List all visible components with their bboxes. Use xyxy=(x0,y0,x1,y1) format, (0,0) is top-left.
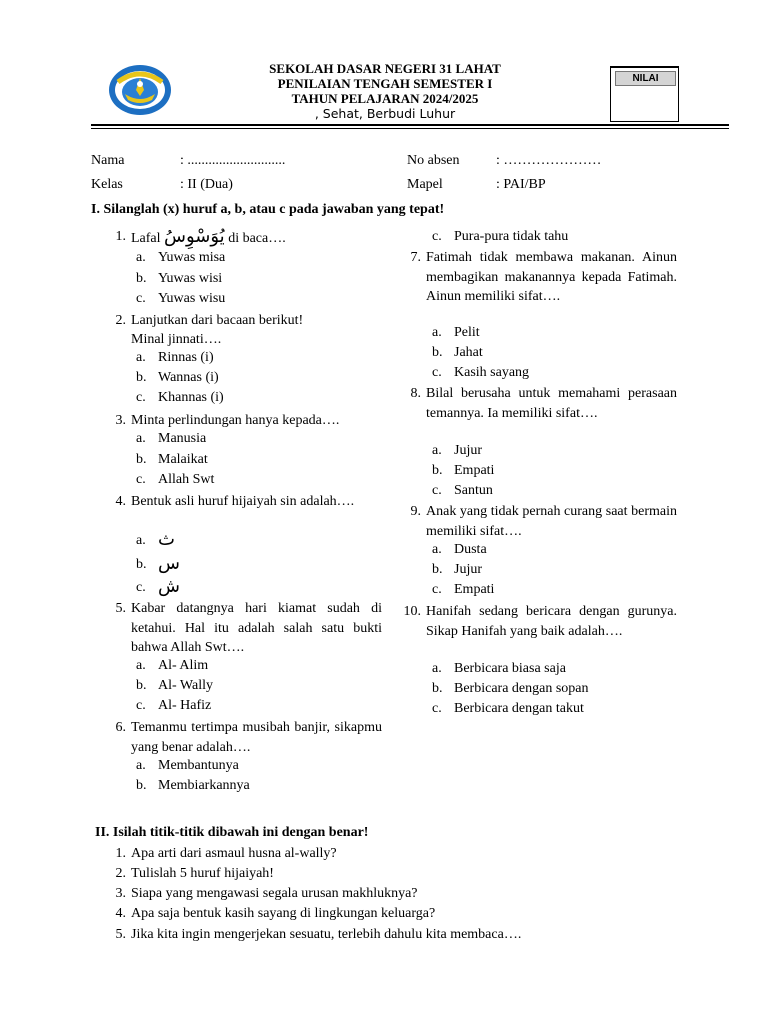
option-text: Yuwas wisu xyxy=(158,291,226,306)
absen-field[interactable]: : ………………… xyxy=(496,153,602,168)
question-text: Hanifah sedang bericara dengan gurunya. Sikap Hanifah yang baik adalah…. xyxy=(426,604,677,639)
school-name: SEKOLAH DASAR NEGERI 31 LAHAT xyxy=(269,61,501,76)
option-letter: a. xyxy=(136,658,146,673)
class-value: : II (Dua) xyxy=(180,177,233,192)
option-letter: c. xyxy=(432,229,442,244)
section-1-title: I. Silanglah (x) huruf a, b, atau c pada jawaban yang tepat! xyxy=(91,202,445,217)
option-letter: c. xyxy=(432,483,442,498)
essay-text: Siapa yang mengawasi segala urusan makhluknya? xyxy=(131,886,418,901)
option-text: Manusia xyxy=(158,431,207,446)
question-text: Temanmu tertimpa musibah banjir, sikapmu yang benar adalah…. xyxy=(131,720,382,755)
question-text: Kabar datangnya hari kiamat sudah di ketahui. Hal itu adalah salah satu bukti bahwa Allah Swt…. xyxy=(131,601,382,655)
option-letter: a. xyxy=(432,325,442,340)
option-text: Santun xyxy=(454,483,493,498)
option-letter: c. xyxy=(432,365,442,380)
essay-number: 3. xyxy=(115,886,126,901)
option-text: Yuwas misa xyxy=(158,250,226,265)
option-letter: c. xyxy=(136,390,146,405)
essay-text: Tulislah 5 huruf hijaiyah! xyxy=(131,866,274,881)
option-text: Jujur xyxy=(454,443,482,458)
question-text: Fatimah tidak membawa makanan. Ainun membagikan makanannya kepada Fatimah. Ainun memiliki sifat…. xyxy=(426,250,677,304)
option-letter: c. xyxy=(432,582,442,597)
option-letter: a. xyxy=(136,431,146,446)
school-motto: , Sehat, Berbudi Luhur xyxy=(314,106,456,121)
option-letter: b. xyxy=(432,562,443,577)
option-text: Empati xyxy=(454,463,495,478)
option-letter: a. xyxy=(136,250,146,265)
option-letter: a. xyxy=(136,533,146,548)
essay-number: 5. xyxy=(115,927,126,942)
question-text: Anak yang tidak pernah curang saat bermain memiliki sifat…. xyxy=(426,504,677,539)
arabic-letter-option: س xyxy=(158,553,180,574)
option-letter: c. xyxy=(432,701,442,716)
question-number: 4. xyxy=(115,494,126,509)
option-text: Berbicara dengan takut xyxy=(454,701,584,716)
option-text: Malaikat xyxy=(158,452,208,467)
essay-number: 4. xyxy=(115,906,126,921)
option-letter: c. xyxy=(136,698,146,713)
option-letter: b. xyxy=(136,370,147,385)
option-letter: a. xyxy=(136,758,146,773)
arabic-letter-option: ش xyxy=(158,576,180,597)
essay-text: Jika kita ingin mengerjekan sesuatu, terlebih dahulu kita membaca…. xyxy=(131,927,522,942)
header-rule-thin xyxy=(91,128,729,129)
question-number: 9. xyxy=(410,504,421,519)
question-number: 3. xyxy=(115,413,126,428)
question-number: 5. xyxy=(115,601,126,616)
option-text: Kasih sayang xyxy=(454,365,530,380)
option-text: Membiarkannya xyxy=(158,778,250,793)
option-text: Al- Wally xyxy=(158,678,213,693)
school-header xyxy=(190,61,580,121)
essay-number: 1. xyxy=(115,846,126,861)
essay-text: Apa arti dari asmaul husna al-wally? xyxy=(131,846,337,861)
option-letter: b. xyxy=(136,557,147,572)
option-letter: b. xyxy=(136,271,147,286)
option-letter: a. xyxy=(432,443,442,458)
option-text: Yuwas wisi xyxy=(158,271,223,286)
question-number: 2. xyxy=(115,313,126,328)
exam-title: PENILAIAN TENGAH SEMESTER I xyxy=(277,76,493,91)
option-letter: a. xyxy=(432,542,442,557)
option-text: Allah Swt xyxy=(158,472,215,487)
subject-label: Mapel xyxy=(407,177,443,192)
question-number: 7. xyxy=(410,250,421,265)
question-text: Minta perlindungan hanya kepada…. xyxy=(131,413,340,428)
option-text: Al- Hafiz xyxy=(158,698,212,713)
name-label: Nama xyxy=(91,153,125,168)
option-text: Khannas (i) xyxy=(158,390,224,405)
option-text: Wannas (i) xyxy=(158,370,219,385)
question-number: 8. xyxy=(410,386,421,401)
option-text: Membantunya xyxy=(158,758,239,773)
option-letter: b. xyxy=(432,345,443,360)
option-text: Al- Alim xyxy=(158,658,209,673)
option-letter: b. xyxy=(432,681,443,696)
option-text: Empati xyxy=(454,582,495,597)
essay-number: 2. xyxy=(115,866,126,881)
q1-arabic-word: يُوَسْوِسُ xyxy=(164,226,225,247)
question-text xyxy=(131,227,286,249)
option-text: Jujur xyxy=(454,562,482,577)
section-2-title: II. Isilah titik-titik dibawah ini dengan benar! xyxy=(95,825,369,840)
option-letter: c. xyxy=(136,580,146,595)
question-text: Bilal berusaha untuk memahami perasaan temannya. Ia memiliki sifat…. xyxy=(426,386,677,421)
option-text: Rinnas (i) xyxy=(158,350,214,365)
arabic-letter-option: ث xyxy=(158,529,175,550)
name-field[interactable]: : ............................ xyxy=(180,153,286,168)
question-text: Lanjutkan dari bacaan berikut! xyxy=(131,313,304,328)
option-text: Jahat xyxy=(454,345,483,360)
question-number: 1. xyxy=(115,229,126,244)
option-letter: b. xyxy=(136,678,147,693)
q1-text-post: di baca…. xyxy=(228,231,286,246)
option-text: Pura-pura tidak tahu xyxy=(454,229,569,244)
absen-label: No absen xyxy=(407,153,460,168)
option-letter: a. xyxy=(432,661,442,676)
question-number: 10. xyxy=(403,604,421,619)
header-rule-thick xyxy=(91,124,729,126)
school-year: TAHUN PELAJARAN 2024/2025 xyxy=(291,91,479,106)
option-letter: a. xyxy=(136,350,146,365)
essay-text: Apa saja bentuk kasih sayang di lingkungan keluarga? xyxy=(131,906,436,921)
option-text: Pelit xyxy=(454,325,480,340)
question-number: 6. xyxy=(115,720,126,735)
option-text: Dusta xyxy=(454,542,487,557)
question-text-line2: Minal jinnati…. xyxy=(131,332,222,347)
question-text: Bentuk asli huruf hijaiyah sin adalah…. xyxy=(131,494,355,509)
option-letter: c. xyxy=(136,472,146,487)
option-letter: b. xyxy=(136,452,147,467)
option-letter: b. xyxy=(136,778,147,793)
tut-wuri-handayani-logo xyxy=(108,64,172,116)
subject-value: : PAI/BP xyxy=(496,177,546,192)
score-box xyxy=(610,66,679,122)
class-label: Kelas xyxy=(91,177,123,192)
option-text: Berbicara dengan sopan xyxy=(454,681,589,696)
score-label: NILAI xyxy=(615,71,676,86)
q1-text-pre: Lafal xyxy=(131,231,161,246)
option-letter: c. xyxy=(136,291,146,306)
option-letter: b. xyxy=(432,463,443,478)
option-text: Berbicara biasa saja xyxy=(454,661,566,676)
